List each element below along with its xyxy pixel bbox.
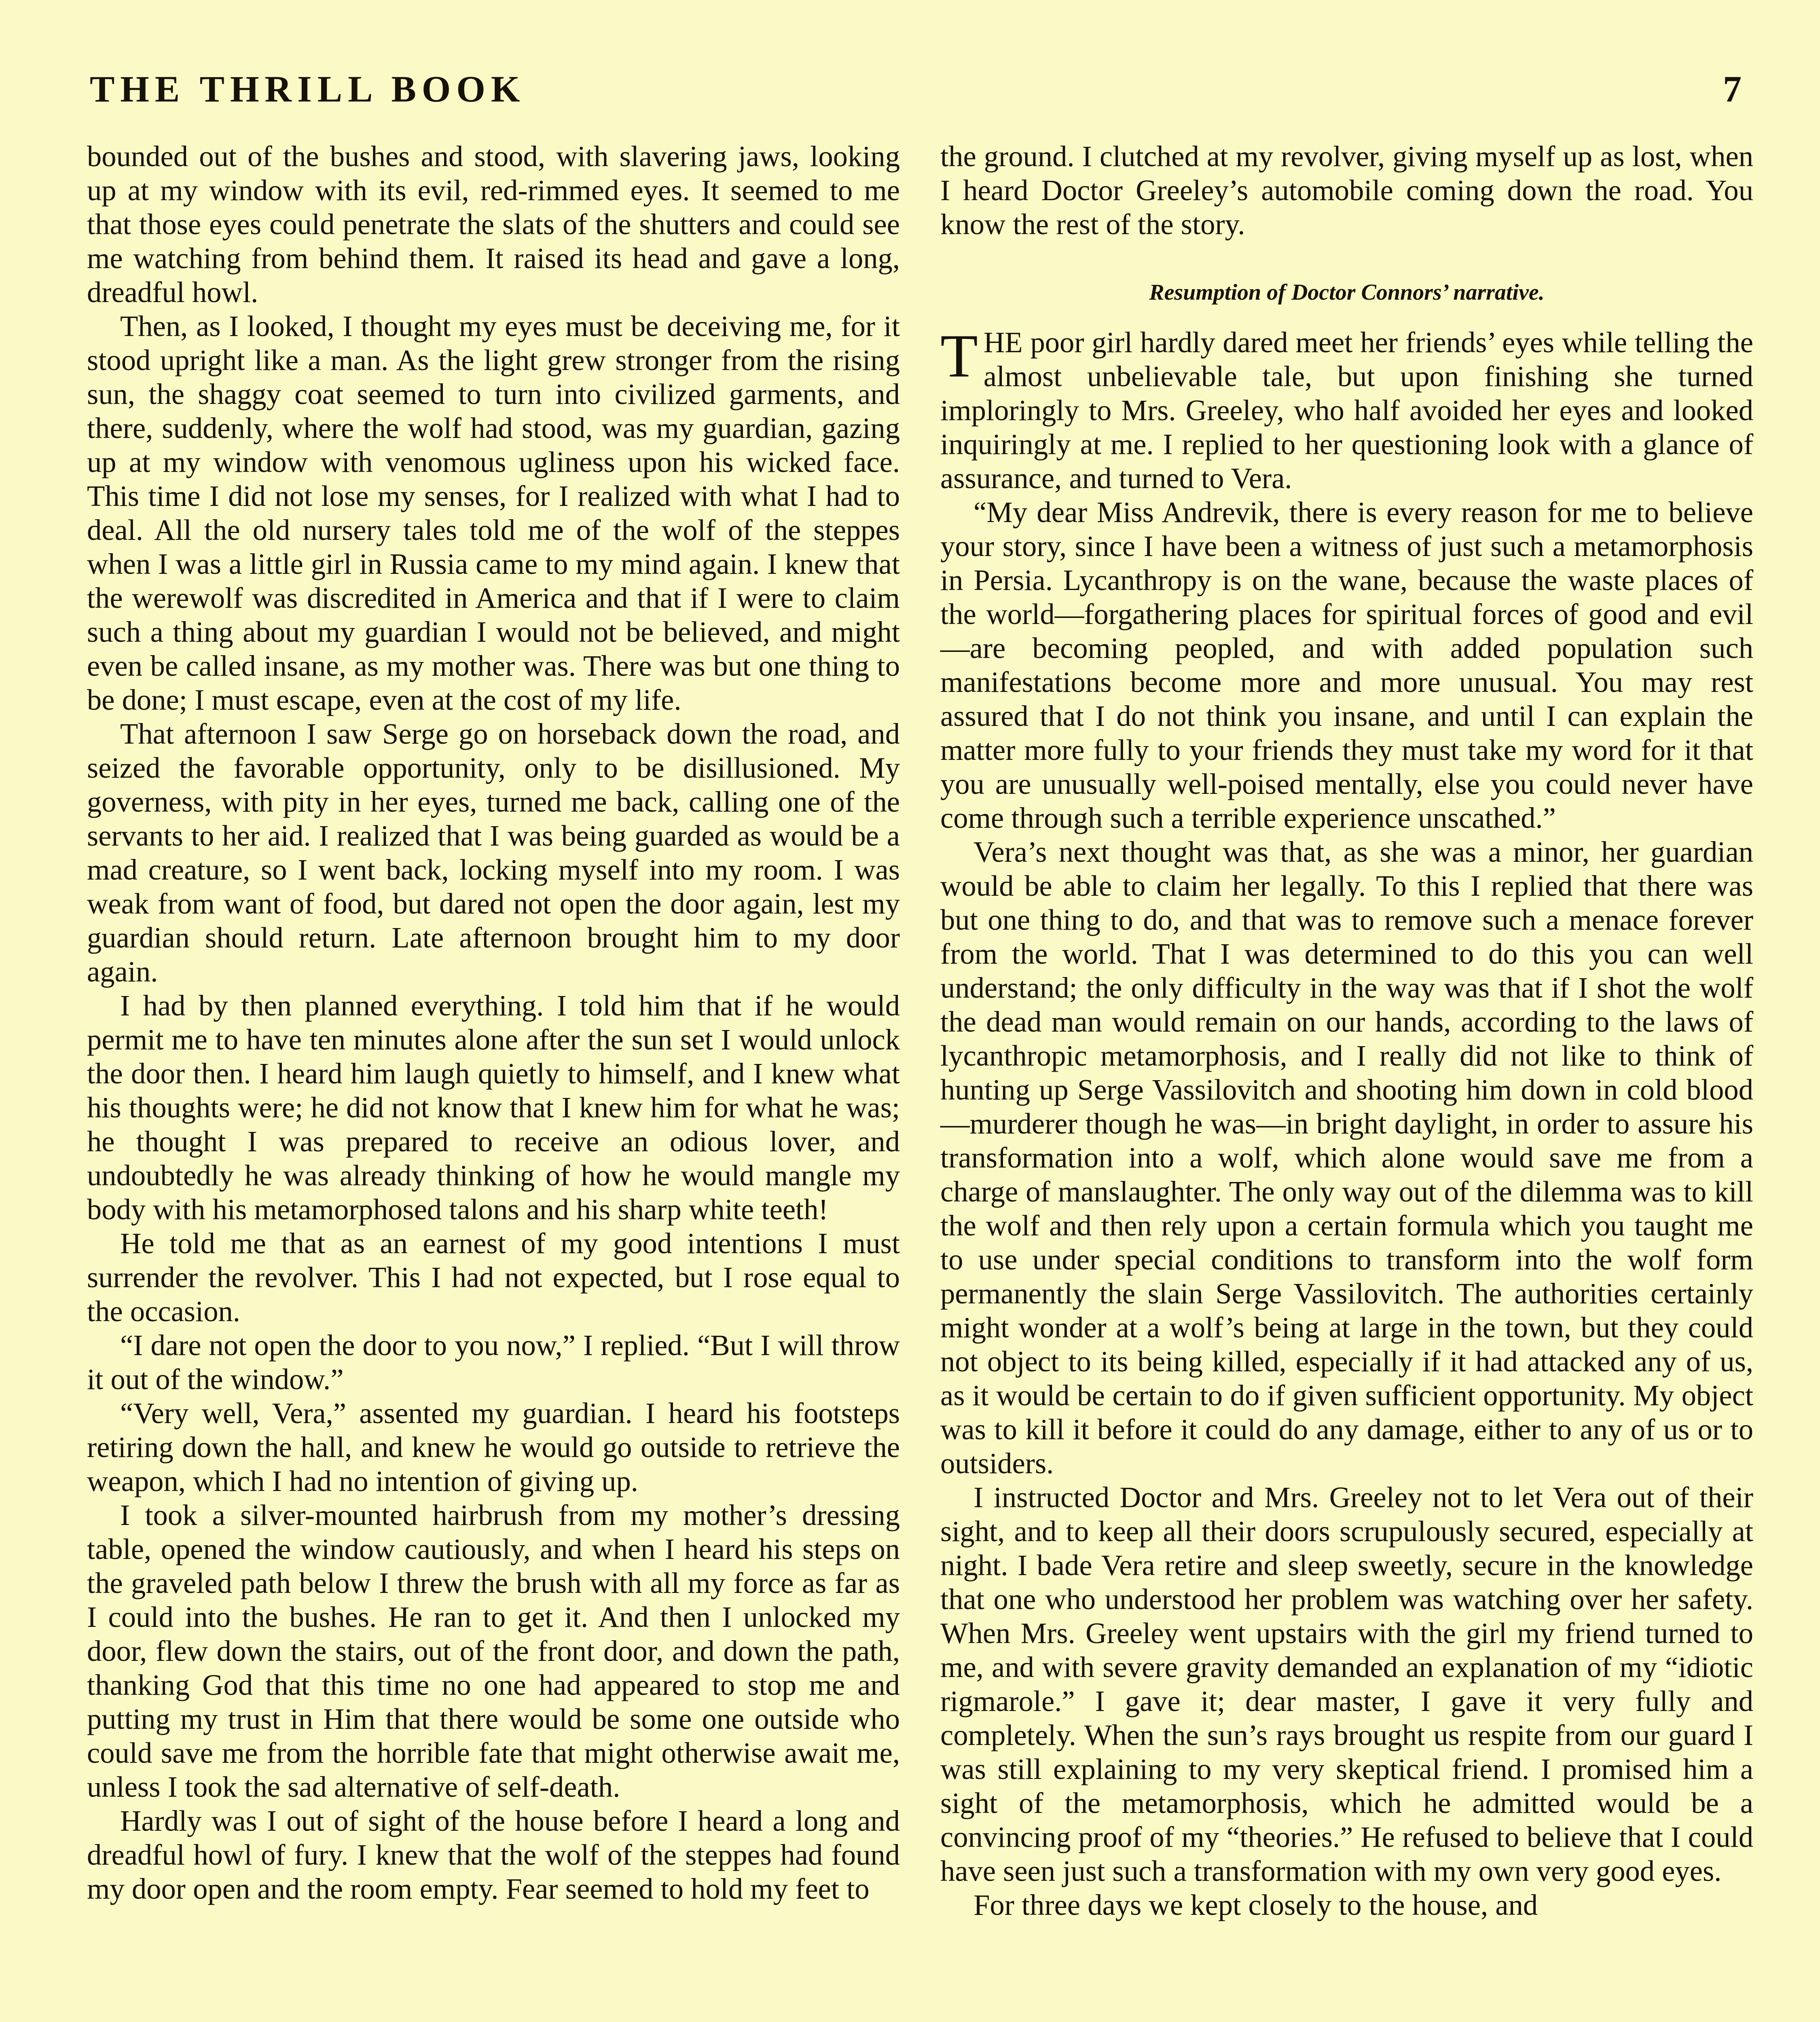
paragraph: I had by then planned everything. I told him that if he would permit me to have ten minutes alone after the sun set I would unlock the door then. I heard him laugh quietly to himself, and I knew what his thoughts were; he did not know that I knew him for what he was; he thought I was prepared to receive an odious lover, and undoubtedly he was already thinking of how he would mangle my body with his metamorphosed talons and his sharp white teeth! <box>87 989 900 1226</box>
paragraph: I instructed Doctor and Mrs. Greeley not to let Vera out of their sight, and to keep all their doors scrupulously secured, especially at night. I bade Vera retire and sleep sweetly, secure in the knowledge that one who understood her problem was watching over her safety. When Mrs. Greeley went upstairs with the girl my friend turned to me, and with severe gravity demanded an explanation of my “idiotic rigmarole.” I gave it; dear master, I gave it very fully and completely. When the sun’s rays brought us respite from our guard I was still explaining to my very skeptical friend. I promised him a sight of the metamorphosis, which he admitted would be a convincing proof of my “theories.” He refused to believe that I could have seen just such a transformation with my own very good eyes. <box>940 1481 1753 1887</box>
paragraph: Vera’s next thought was that, as she was a minor, her guardian would be able to claim her legally. To this I replied that there was but one thing to do, and that was to remove such a menace forever from the world. That I was determined to do this you can well understand; the only difficulty in the way was that if I shot the wolf the dead man would remain on our hands, according to the laws of lycanthropic metamorphosis, and I really did not like to think of hunting up Serge Vassilovitch and shooting him down in cold blood—murderer though he was—in bright daylight, in order to assure his transformation into a wolf, which alone would save me from a charge of manslaughter. The only way out of the dilemma was to kill the wolf and then rely upon a certain formula which you taught me to use under special conditions to transform into the wolf form permanently the slain Serge Vassilovitch. The authorities certainly might wonder at a wolf’s being at large in the town, but they could not object to its being killed, especially if it had attacked any of us, as it would be certain to do if given sufficient opportunity. My object was to kill it before it could do any damage, either to any of us or to outsiders. <box>940 835 1753 1480</box>
page-number: 7 <box>1723 68 1742 110</box>
running-header-title: THE THRILL BOOK <box>90 68 526 110</box>
section-heading: Resumption of Doctor Connors’ narrative. <box>1149 280 1545 305</box>
right-column <box>940 140 1753 1922</box>
paragraph: Hardly was I out of sight of the house before I heard a long and dreadful howl of fury. I knew that the wolf of the steppes had found my door open and the room empty. Fear seemed to hold my feet to <box>87 1804 900 1905</box>
drop-cap: T <box>940 322 978 390</box>
paragraph-with-dropcap <box>940 322 1753 495</box>
paragraph: “I dare not open the door to you now,” I replied. “But I will throw it out of the window.” <box>87 1329 900 1396</box>
paragraph: I took a silver-mounted hairbrush from my mother’s dressing table, opened the window cautiously, and when I heard his steps on the graveled path below I threw the brush with all my force as far as I could into the bushes. He ran to get it. And then I unlocked my door, flew down the stairs, out of the front door, and down the path, thanking God that this time no one had appeared to stop me and putting my trust in Him that there would be some one outside who could save me from the horrible fate that might otherwise await me, unless I took the sad alternative of self-death. <box>87 1499 900 1803</box>
paragraph-text: HE poor girl hardly dared meet her friends’ eyes while telling the almost unbelievable tale, but upon finishing she turned imploringly to Mrs. Greeley, who half avoided her eyes and looked inquiringly at me. I replied to her questioning look with a glance of assurance, and turned to Vera. <box>940 326 1753 495</box>
left-column <box>87 140 900 1906</box>
paragraph: That afternoon I saw Serge go on horseback down the road, and seized the favorable opportunity, only to be disillusioned. My governess, with pity in her eyes, turned me back, calling one of the servants to her aid. I realized that I was being guarded as would be a mad creature, so I went back, locking myself into my room. I was weak from want of food, but dared not open the door again, lest my guardian should return. Late afternoon brought him to my door again. <box>87 717 900 988</box>
paragraph: “My dear Miss Andrevik, there is every reason for me to believe your story, since I have been a witness of just such a metamorphosis in Persia. Lycanthropy is on the wane, because the waste places of the world—forgathering places for spiritual forces of good and evil—are becoming peopled, and with added population such manifestations become more and more unusual. You may rest assured that I do not think you insane, and until I can explain the matter more fully to your friends they must take my word for it that you are unusually well-poised mentally, else you could never have come through such a terrible experience unscathed.” <box>940 496 1753 834</box>
paragraph: For three days we kept closely to the house, and <box>973 1889 1538 1921</box>
paragraph: bounded out of the bushes and stood, with slavering jaws, looking up at my window with its evil, red-rimmed eyes. It seemed to me that those eyes could penetrate the slats of the shutters and could see me watching from behind them. It raised its head and gave a long, dreadful howl. <box>87 140 900 309</box>
paragraph: He told me that as an earnest of my good intentions I must surrender the revolver. This I had not expected, but I rose equal to the occasion. <box>87 1227 900 1328</box>
paragraph: Then, as I looked, I thought my eyes must be deceiving me, for it stood upright like a man. As the light grew stronger from the rising sun, the shaggy coat seemed to turn into civilized garments, and there, suddenly, where the wolf had stood, was my guardian, gazing up at my window with venomous ugliness upon his wicked face. This time I did not lose my senses, for I realized with what I had to deal. All the old nursery tales told me of the wolf of the steppes when I was a little girl in Russia came to my mind again. I knew that the werewolf was discredited in America and that if I were to claim such a thing about my guardian I would not be believed, and might even be called insane, as my mother was. There was but one thing to be done; I must escape, even at the cost of my life. <box>87 310 900 716</box>
paragraph: the ground. I clutched at my revolver, giving myself up as lost, when I heard Doctor Greeley’s automobile coming down the road. You know the rest of the story. <box>940 140 1753 241</box>
paragraph: “Very well, Vera,” assented my guardian. I heard his footsteps retiring down the hall, and knew he would go outside to retrieve the weapon, which I had no intention of giving up. <box>87 1397 900 1497</box>
